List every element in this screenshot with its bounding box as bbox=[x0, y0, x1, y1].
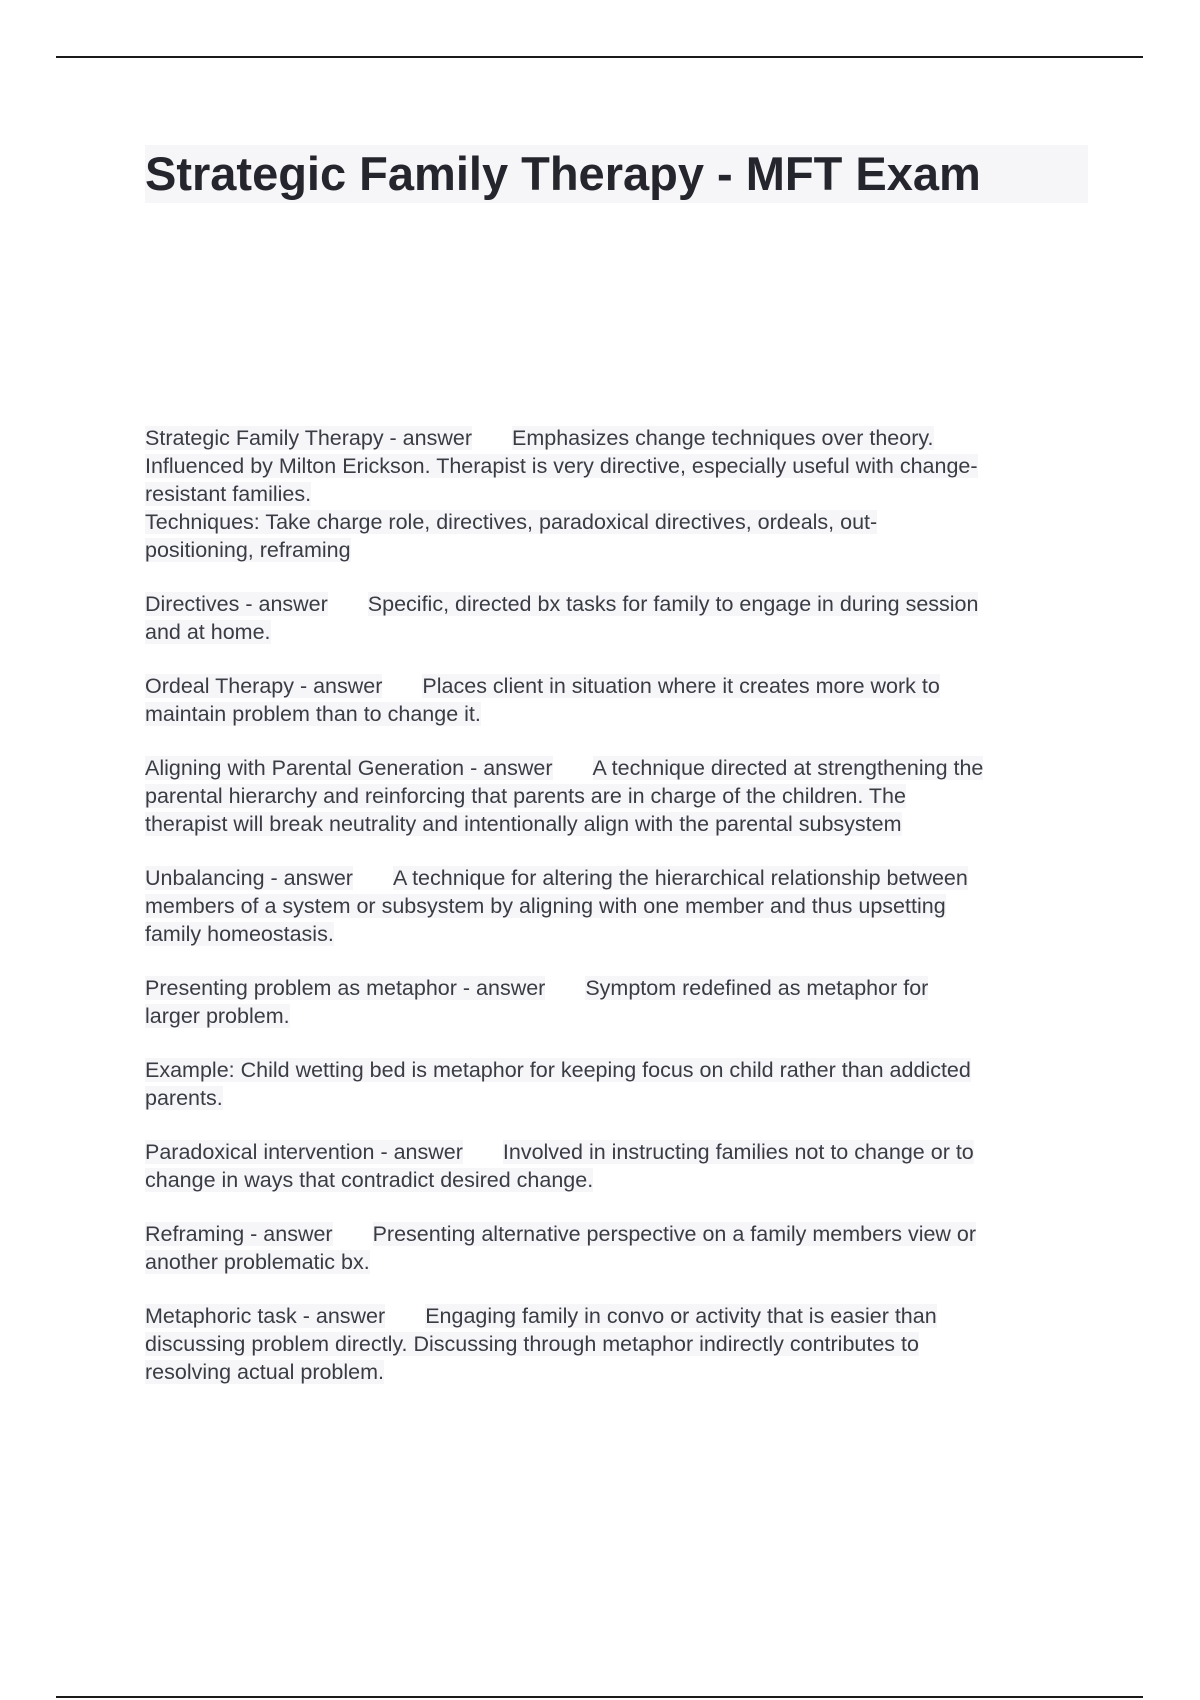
flashcard-entry bbox=[145, 1138, 1090, 1194]
definition-text: members of a system or subsystem by aligning with one member and thus upsetting bbox=[145, 894, 946, 918]
entry-line bbox=[145, 480, 1090, 508]
definition-text: Emphasizes change techniques over theory. bbox=[512, 426, 934, 450]
entry-line bbox=[145, 754, 1090, 782]
entry-line bbox=[145, 864, 1090, 892]
term-text: Example: Child wetting bed is metaphor for keeping focus on child rather than addicted bbox=[145, 1058, 971, 1082]
term-text: Directives - answer bbox=[145, 592, 328, 616]
definition-text: Places client in situation where it creates more work to bbox=[422, 674, 940, 698]
entry-line bbox=[145, 590, 1090, 618]
flashcard-entry bbox=[145, 974, 1090, 1030]
entry-line bbox=[145, 1002, 1090, 1030]
entry-line bbox=[145, 892, 1090, 920]
entry-line bbox=[145, 1302, 1090, 1330]
flashcard-entry bbox=[145, 590, 1090, 646]
entry-line bbox=[145, 618, 1090, 646]
document-title: Strategic Family Therapy - MFT Exam bbox=[145, 145, 1088, 203]
definition-text: A technique for altering the hierarchical relationship between bbox=[392, 866, 968, 890]
flashcard-entry bbox=[145, 1220, 1090, 1276]
flashcard-entry bbox=[145, 864, 1090, 948]
entry-line bbox=[145, 1358, 1090, 1386]
entry-line bbox=[145, 672, 1090, 700]
definition-text: Symptom redefined as metaphor for bbox=[585, 976, 929, 1000]
definition-text: Involved in instructing families not to change or to bbox=[502, 1140, 974, 1164]
definition-text: A technique directed at strengthening the bbox=[592, 756, 984, 780]
entry-line bbox=[145, 1056, 1090, 1084]
definition-text: resolving actual problem. bbox=[145, 1360, 385, 1384]
entry-line bbox=[145, 810, 1090, 838]
entry-line bbox=[145, 424, 1090, 452]
term-text: Ordeal Therapy - answer bbox=[145, 674, 383, 698]
term-text: Strategic Family Therapy - answer bbox=[145, 426, 472, 450]
definition-text: another problematic bx. bbox=[145, 1250, 370, 1274]
entry-line bbox=[145, 1248, 1090, 1276]
entry-line bbox=[145, 536, 1090, 564]
definition-text: Techniques: Take charge role, directives, paradoxical directives, ordeals, out- bbox=[145, 510, 878, 534]
definition-text: larger problem. bbox=[145, 1004, 290, 1028]
definition-text: maintain problem than to change it. bbox=[145, 702, 481, 726]
flashcard-entry bbox=[145, 672, 1090, 728]
top-rule bbox=[56, 56, 1143, 58]
definition-text: Influenced by Milton Erickson. Therapist is very directive, especially useful with change- bbox=[145, 454, 978, 478]
definition-text: discussing problem directly. Discussing through metaphor indirectly contributes to bbox=[145, 1332, 919, 1356]
term-text: Metaphoric task - answer bbox=[145, 1304, 386, 1328]
term-text: Presenting problem as metaphor - answer bbox=[145, 976, 546, 1000]
entry-line bbox=[145, 920, 1090, 948]
definition-text: therapist will break neutrality and intentionally align with the parental subsystem bbox=[145, 812, 902, 836]
definition-text: Specific, directed bx tasks for family to engage in during session bbox=[367, 592, 979, 616]
term-text: Unbalancing - answer bbox=[145, 866, 353, 890]
definition-text: positioning, reframing bbox=[145, 538, 351, 562]
definition-text: and at home. bbox=[145, 620, 271, 644]
entry-line bbox=[145, 452, 1090, 480]
definition-text: parents. bbox=[145, 1086, 223, 1110]
term-text: Reframing - answer bbox=[145, 1222, 333, 1246]
entry-line bbox=[145, 1330, 1090, 1358]
flashcard-list bbox=[145, 424, 1090, 1412]
entry-line bbox=[145, 782, 1090, 810]
definition-text: family homeostasis. bbox=[145, 922, 334, 946]
bottom-rule bbox=[56, 1696, 1143, 1698]
entry-line bbox=[145, 508, 1090, 536]
definition-text: parental hierarchy and reinforcing that parents are in charge of the children. The bbox=[145, 784, 906, 808]
entry-line bbox=[145, 1138, 1090, 1166]
definition-text: Engaging family in convo or activity that is easier than bbox=[425, 1304, 937, 1328]
definition-text: Presenting alternative perspective on a family members view or bbox=[372, 1222, 977, 1246]
term-text: Aligning with Parental Generation - answer bbox=[145, 756, 553, 780]
flashcard-entry bbox=[145, 1302, 1090, 1386]
entry-line bbox=[145, 1220, 1090, 1248]
entry-line bbox=[145, 700, 1090, 728]
definition-text: resistant families. bbox=[145, 482, 312, 506]
entry-line bbox=[145, 974, 1090, 1002]
flashcard-entry bbox=[145, 424, 1090, 564]
entry-line bbox=[145, 1084, 1090, 1112]
term-text: Paradoxical intervention - answer bbox=[145, 1140, 463, 1164]
flashcard-entry bbox=[145, 1056, 1090, 1112]
definition-text: change in ways that contradict desired change. bbox=[145, 1168, 594, 1192]
flashcard-entry bbox=[145, 754, 1090, 838]
entry-line bbox=[145, 1166, 1090, 1194]
